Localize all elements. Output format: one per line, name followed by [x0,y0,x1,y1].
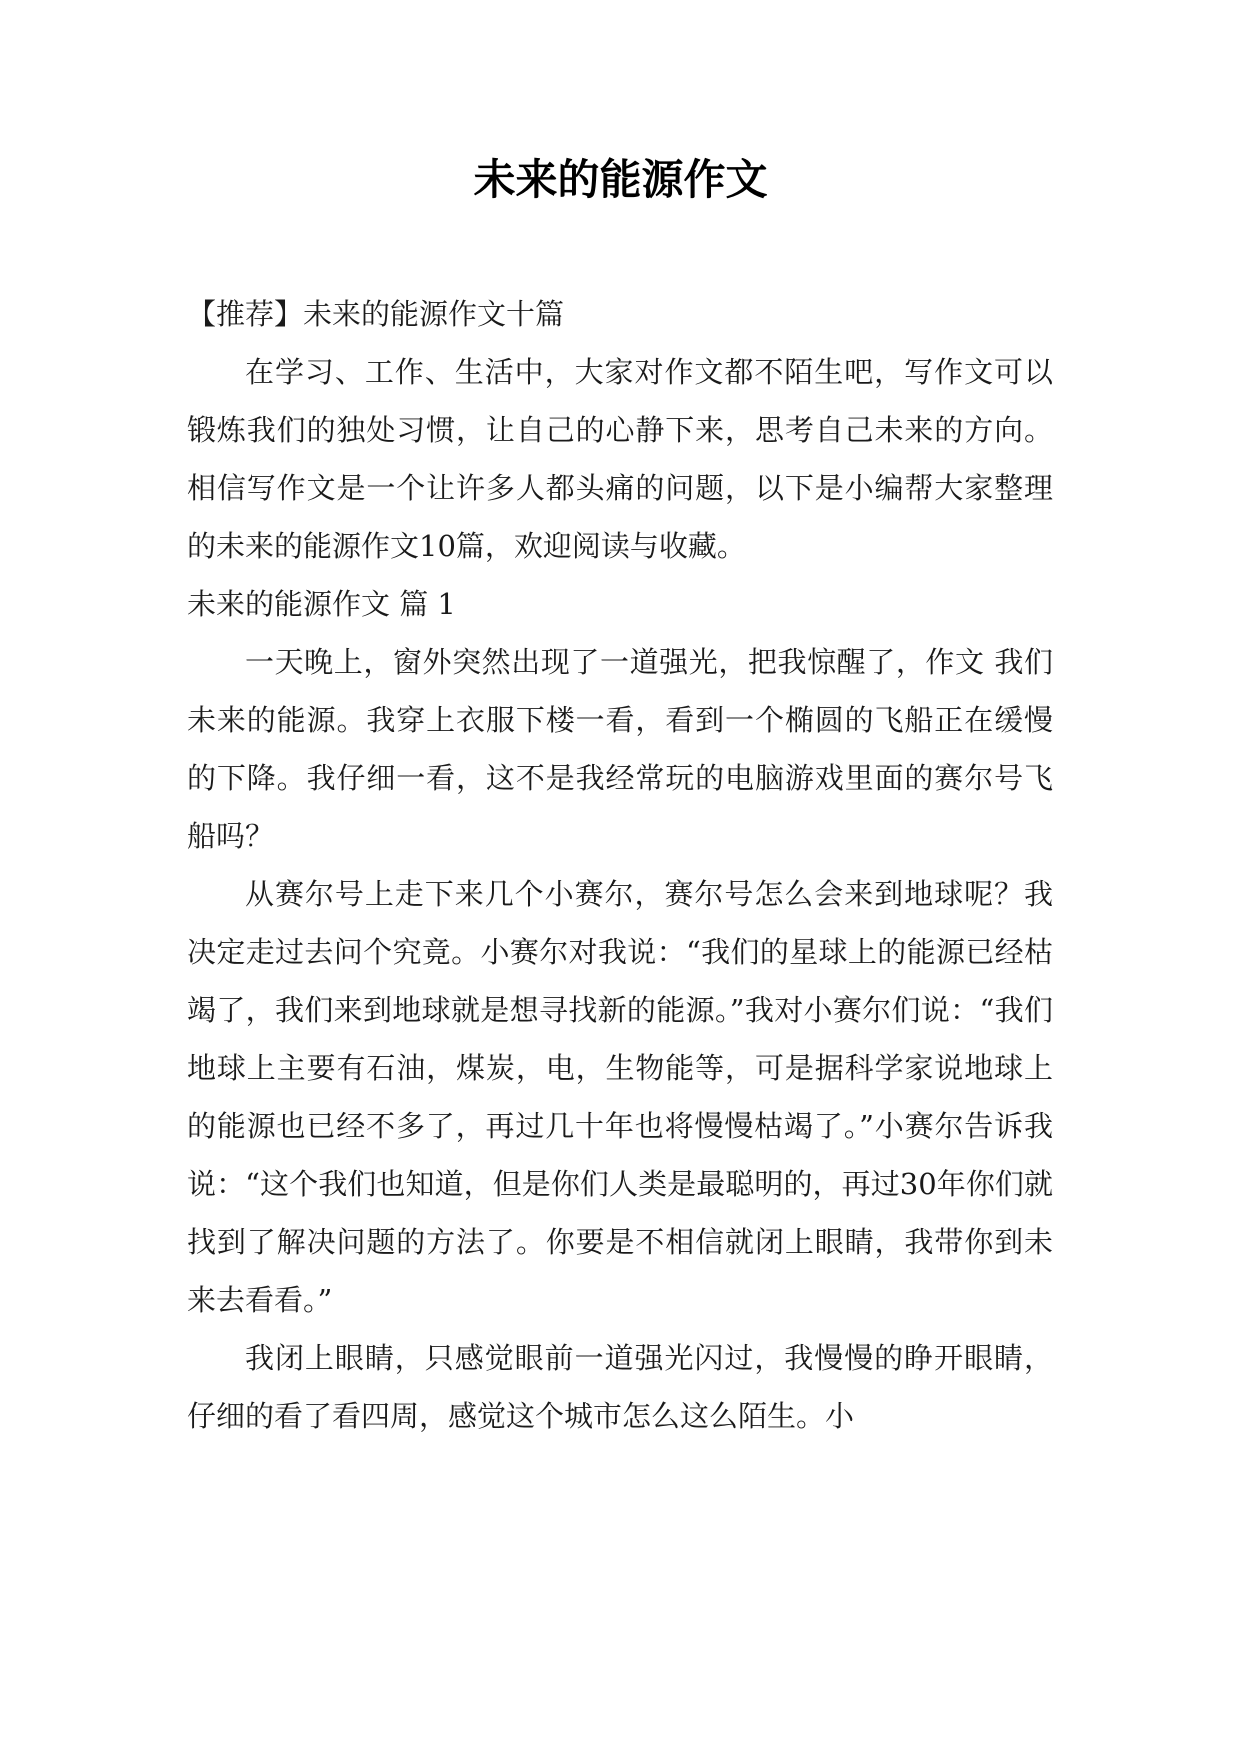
section-heading: 未来的能源作文 篇 1 [187,587,456,621]
document-subtitle: 【推荐】未来的能源作文十篇 [187,297,565,331]
intro-paragraph: 在学习、工作、生活中，大家对作文都不陌生吧，写作文可以锻炼我们的独处习惯，让自己的心静下来，思考自己未来的方向。相信写作文是一个让许多人都头痛的问题，以下是小编帮大家整理的未来的能源作文10篇，欢迎阅读与收藏。 [187,355,1053,563]
body-paragraph-1: 一天晚上，窗外突然出现了一道强光，把我惊醒了，作文 我们未来的能源。我穿上衣服下楼一看，看到一个椭圆的飞船正在缓慢的下降。我仔细一看，这不是我经常玩的电脑游戏里面的赛尔号飞船吗？ [187,645,1053,853]
document-body [187,285,1053,1445]
document-title: 未来的能源作文 [473,155,768,204]
body-paragraph-3: 我闭上眼睛，只感觉眼前一道强光闪过，我慢慢的睁开眼睛，仔细的看了看四周，感觉这个城市怎么这么陌生。小 [187,1341,1053,1433]
body-paragraph-2: 从赛尔号上走下来几个小赛尔，赛尔号怎么会来到地球呢？我决定走过去问个究竟。小赛尔对我说：“我们的星球上的能源已经枯竭了，我们来到地球就是想寻找新的能源。”我对小赛尔们说：“我们地球上主要有石油，煤炭，电，生物能等，可是据科学家说地球上的能源也已经不多了，再过几十年也将慢慢枯竭了。”小赛尔告诉我说：“这个我们也知道，但是你们人类是最聪明的，再过30年你们就找到了解决问题的方法了。你要是不相信就闭上眼睛，我带你到未来去看看。” [187,877,1053,1317]
